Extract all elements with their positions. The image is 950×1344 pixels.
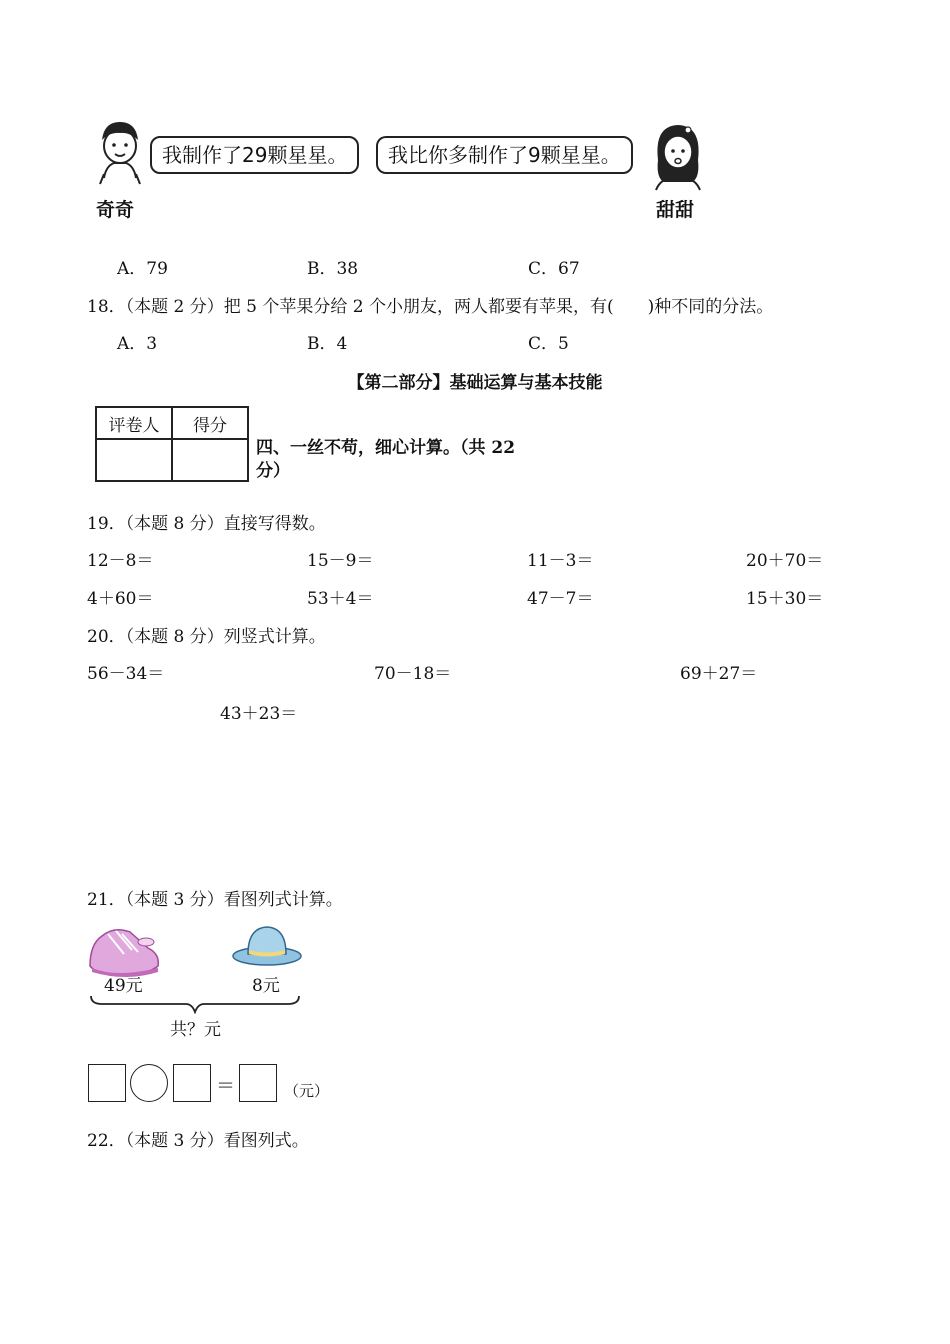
hat-icon [230, 922, 304, 968]
q17-option-a: A．79 [117, 259, 168, 279]
q19-item-5: 4＋60＝ [87, 589, 154, 609]
answer-box-result[interactable] [239, 1064, 277, 1102]
q19-item-2: 15－9＝ [307, 551, 374, 571]
section-title: 【第二部分】基础运算与基本技能 [347, 373, 603, 393]
q20-item-4: 43＋23＝ [220, 704, 298, 724]
girl-figure-icon [648, 120, 708, 192]
score-cell [172, 439, 248, 481]
q19-item-1: 12－8＝ [87, 551, 154, 571]
q19-item-8: 15＋30＝ [746, 589, 824, 609]
score-header: 得分 [172, 407, 248, 439]
shoe-price: 49元 [104, 976, 143, 996]
q18-option-c: C．5 [528, 334, 569, 354]
score-table [95, 406, 249, 482]
girl-speech-bubble: 我比你多制作了9颗星星。 [376, 136, 633, 174]
q17-option-c: C．67 [528, 259, 580, 279]
q19-stem: 19．（本题 8 分）直接写得数。 [87, 514, 326, 534]
q20-stem: 20．（本题 8 分）列竖式计算。 [87, 627, 326, 647]
total-label: 共？元 [170, 1020, 221, 1040]
answer-box-2[interactable] [173, 1064, 211, 1102]
operator-circle[interactable] [130, 1064, 168, 1102]
q18-stem: 18．（本题 2 分）把 5 个苹果分给 2 个小朋友，两人都要有苹果，有( )种不同的分法。 [87, 297, 774, 317]
q17-option-b: B．38 [307, 259, 359, 279]
grader-header: 评卷人 [96, 407, 172, 439]
q19-item-4: 20＋70＝ [746, 551, 824, 571]
q20-item-2: 70－18＝ [374, 664, 452, 684]
part4-title-line1: 四、一丝不苟，细心计算。（共 22 [256, 438, 516, 458]
grader-cell [96, 439, 172, 481]
q19-item-7: 47－7＝ [527, 589, 594, 609]
q19-item-3: 11－3＝ [527, 551, 594, 571]
q22-stem: 22．（本题 3 分）看图列式。 [87, 1131, 309, 1151]
girl-name: 甜甜 [656, 199, 695, 221]
q21-stem: 21．（本题 3 分）看图列式计算。 [87, 890, 343, 910]
part4-title-line2: 分） [256, 461, 290, 481]
sneakers-icon [86, 922, 162, 978]
q18-option-b: B．4 [307, 334, 348, 354]
boy-figure-icon [90, 118, 150, 192]
unit-label: （元） [284, 1082, 330, 1100]
equals-sign: ＝ [216, 1075, 236, 1097]
q20-item-1: 56－34＝ [87, 664, 165, 684]
boy-name: 奇奇 [96, 199, 135, 221]
q19-item-6: 53＋4＝ [307, 589, 374, 609]
boy-speech-bubble: 我制作了29颗星星。 [150, 136, 359, 174]
answer-box-1[interactable] [88, 1064, 126, 1102]
q20-item-3: 69＋27＝ [680, 664, 758, 684]
hat-price: 8元 [252, 976, 280, 996]
q18-option-a: A．3 [117, 334, 158, 354]
total-brace [88, 994, 302, 1014]
